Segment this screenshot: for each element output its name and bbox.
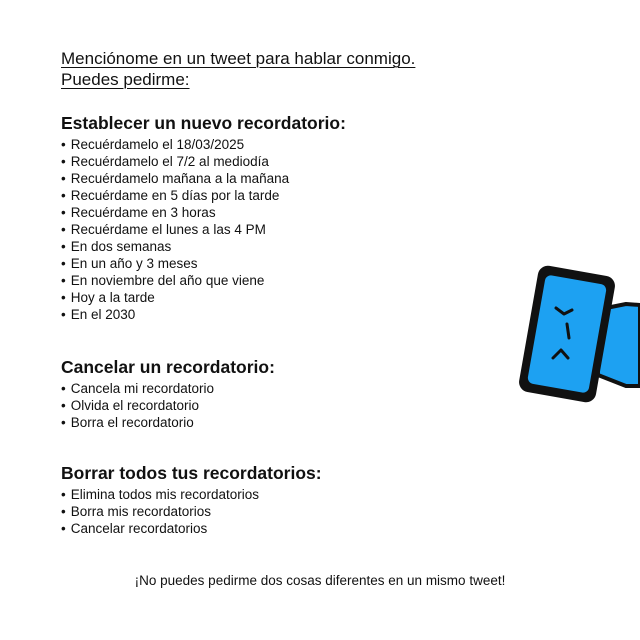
section-title-delete-all: Borrar todos tus recordatorios: bbox=[61, 463, 322, 483]
list-item: • Recuérdamelo mañana a la mañana bbox=[61, 170, 346, 187]
list-item: • Borra mis recordatorios bbox=[61, 503, 322, 520]
section-title-cancel-reminder: Cancelar un recordatorio: bbox=[61, 357, 275, 377]
list-item: • Cancelar recordatorios bbox=[61, 520, 322, 537]
section-new-reminder bbox=[61, 113, 346, 323]
list-item: • Cancela mi recordatorio bbox=[61, 380, 275, 397]
list-item: • Elimina todos mis recordatorios bbox=[61, 486, 322, 503]
list-item: • Olvida el recordatorio bbox=[61, 397, 275, 414]
list-item: • En noviembre del año que viene bbox=[61, 272, 346, 289]
list-cancel-reminder bbox=[61, 380, 275, 431]
list-item: • Recuérdame en 3 horas bbox=[61, 204, 346, 221]
list-item: • Hoy a la tarde bbox=[61, 289, 346, 306]
list-new-reminder bbox=[61, 136, 346, 323]
intro-line-mention: Menciónome en un tweet para hablar conmigo. bbox=[61, 49, 416, 68]
intro-text bbox=[61, 48, 415, 90]
section-delete-all bbox=[61, 463, 322, 537]
list-item: • Recuérdamelo el 18/03/2025 bbox=[61, 136, 346, 153]
list-item: • En un año y 3 meses bbox=[61, 255, 346, 272]
list-item: • Recuérdame el lunes a las 4 PM bbox=[61, 221, 346, 238]
footer-note: ¡No puedes pedirme dos cosas diferentes en un mismo tweet! bbox=[134, 573, 506, 588]
list-delete-all bbox=[61, 486, 322, 537]
list-item: • Recuérdamelo el 7/2 al mediodía bbox=[61, 153, 346, 170]
list-item: • En el 2030 bbox=[61, 306, 346, 323]
phone-mascot-icon bbox=[500, 258, 640, 408]
section-cancel-reminder bbox=[61, 357, 275, 431]
intro-line-ask: Puedes pedirme: bbox=[61, 70, 190, 89]
list-item: • Recuérdame en 5 días por la tarde bbox=[61, 187, 346, 204]
list-item: • En dos semanas bbox=[61, 238, 346, 255]
section-title-new-reminder: Establecer un nuevo recordatorio: bbox=[61, 113, 346, 133]
list-item: • Borra el recordatorio bbox=[61, 414, 275, 431]
